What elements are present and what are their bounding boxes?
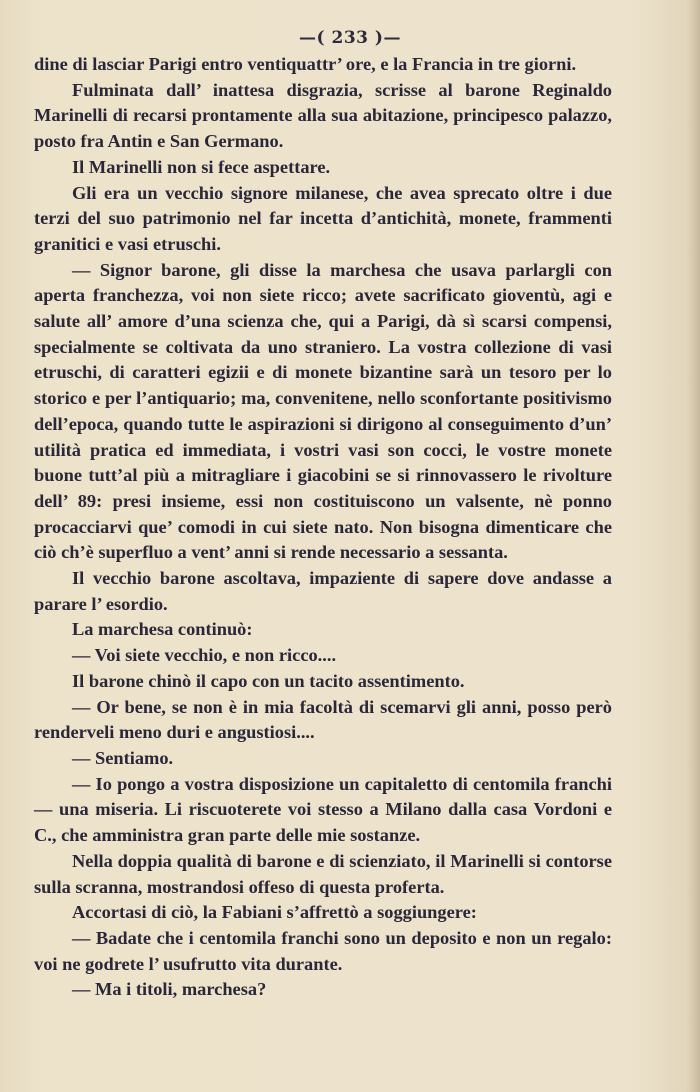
paragraph: — Sentiamo.: [72, 747, 174, 768]
paragraph: Fulminata dall’ inattesa disgrazia, scrisse al barone Reginaldo Marinelli di recarsi prontamente alla sua abitazione, principesco palazzo, posto fra Antin e San Germano.: [34, 79, 612, 152]
paragraph: La marchesa continuò:: [72, 619, 253, 640]
paragraph: Nella doppia qualità di barone e di scienziato, il Marinelli si contorse sulla scranna, mostrandosi offeso di questa proferta.: [34, 850, 612, 897]
page-edge-shadow: [686, 0, 700, 1092]
paragraph: — Ma i titoli, marchesa?: [72, 979, 267, 1000]
paragraph: — Or bene, se non è in mia facoltà di scemarvi gli anni, posso però renderveli meno duri e angustiosi....: [34, 696, 612, 743]
paragraph: — Signor barone, gli disse la marchesa che usava parlargli con aperta franchezza, voi non siete ricco; avete sacrificato gioventù, agi e salute all’ amore d’una scienza che, qui a Parigi, dà sì scarsi compensi, specialmente se coltivata da uno straniero. La vostra collezione di vasi etruschi, di caratteri egizii e di monete bizantine sarà un tesoro per lo storico e per l’antiquario; ma, convenitene, nello sconfortante positivismo dell’epoca, quando tutte le aspirazioni si dirigono al conseguimento d’un’ utilità pratica ed immediata, i vostri vasi son cocci, le vostre monete buone tutt’al più a mitragliare i giacobini se si rinnovassero le rivolture dell’ 89: presi insieme, essi non costituiscono un valsente, nè ponno procacciarvi que’ comodi in cui siete nato. Non bisogna dimenticare che ciò ch’è superfluo a vent’ anni si rende necessario a sessanta.: [34, 259, 612, 563]
page-number-header: —( 233 )—: [299, 28, 401, 48]
paragraph: Gli era un vecchio signore milanese, che avea sprecato oltre i due terzi del suo patrimonio nel far incetta d’antichità, monete, frammenti granitici e vasi etruschi.: [34, 182, 612, 254]
paragraph: — Io pongo a vostra disposizione un capitaletto di centomila franchi — una miseria. Li riscuoterete voi stesso a Milano dalla casa Vordoni e C., che amministra gran parte delle mie sostanze.: [34, 773, 612, 846]
page-body: [34, 52, 612, 1003]
paragraph: Il vecchio barone ascoltava, impaziente di sapere dove andasse a parare l’ esordio.: [34, 568, 612, 614]
paragraph: — Badate che i centomila franchi sono un deposito e non un regalo: voi ne godrete l’ usufrutto vita durante.: [34, 927, 612, 974]
paragraph: dine di lasciar Parigi entro ventiquattr’ ore, e la Francia in tre giorni.: [34, 54, 577, 74]
paragraph: — Voi siete vecchio, e non ricco....: [72, 645, 337, 666]
paragraph: Accortasi di ciò, la Fabiani s’affrettò a soggiungere:: [72, 902, 477, 923]
paragraph: Il barone chinò il capo con un tacito assentimento.: [72, 670, 465, 691]
paragraph: Il Marinelli non si fece aspettare.: [72, 156, 331, 177]
